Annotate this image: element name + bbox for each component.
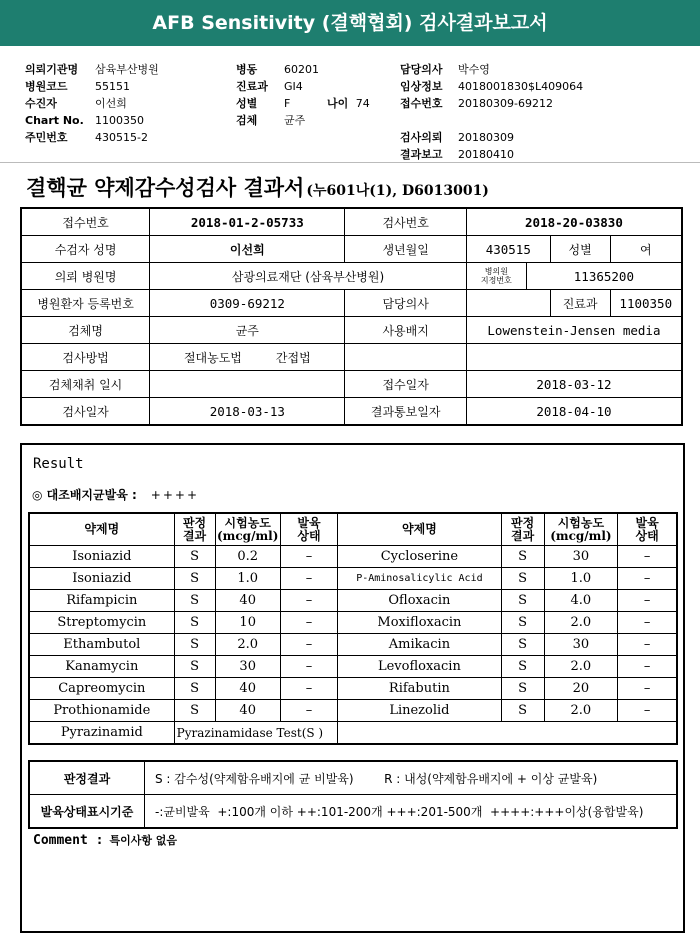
- table-row: [29, 634, 677, 656]
- meta-label: 의뢰기관명: [25, 63, 79, 76]
- drug-name: Moxifloxacin: [338, 612, 502, 634]
- test-concentration: 2.0: [544, 700, 618, 722]
- table-row: [29, 568, 677, 590]
- meta-value: 이선희: [95, 97, 127, 110]
- meta-label: 진료과: [236, 80, 268, 93]
- meta-value: 20180410: [458, 148, 514, 161]
- judge-result: S: [174, 590, 215, 612]
- growth-legend-label: 발육상태표시기준: [29, 795, 145, 829]
- hospital-code-label-line1: 병의원: [484, 267, 508, 276]
- growth-status: –: [618, 612, 677, 634]
- report-title-text: 결핵균 약제감수성검사 결과서: [26, 175, 305, 200]
- drug-name: Ethambutol: [29, 634, 174, 656]
- test-concentration: 0.2: [215, 546, 280, 568]
- judge-result: S: [174, 656, 215, 678]
- judge-result: S: [174, 634, 215, 656]
- drug-name: Rifampicin: [29, 590, 174, 612]
- hospital-label: 의뢰 병원명: [21, 263, 150, 290]
- meta-row: [400, 97, 553, 110]
- test-concentration: 10: [215, 612, 280, 634]
- meta-value: 20180309-69212: [458, 97, 553, 110]
- test-concentration: 40: [215, 678, 280, 700]
- sex-value: 여: [610, 236, 682, 263]
- report-code: (누601나(1), D6013001): [306, 183, 489, 199]
- receive-date-label: 접수일자: [345, 371, 466, 398]
- judge-result: S: [174, 546, 215, 568]
- drug-name: Isoniazid: [29, 546, 174, 568]
- judge-result: S: [501, 700, 544, 722]
- judge-result: S: [501, 656, 544, 678]
- drug-name: Levofloxacin: [338, 656, 502, 678]
- header-judge-right-line2: 결과: [511, 528, 535, 543]
- meta-label: 임상정보: [400, 80, 443, 93]
- meta-label: 검사의뢰: [400, 131, 443, 144]
- empty-cell: [338, 722, 677, 745]
- reception-no-label: 접수번호: [21, 208, 150, 236]
- judge-result: S: [174, 612, 215, 634]
- header-growth: [280, 513, 337, 546]
- meta-row: [25, 63, 159, 76]
- drug-name: Isoniazid: [29, 568, 174, 590]
- method-indirect: 간접법: [275, 350, 311, 365]
- meta-label: 담당의사: [400, 63, 443, 76]
- receive-date: 2018-03-12: [466, 371, 682, 398]
- header-concentration-right: [544, 513, 618, 546]
- meta-row: [25, 80, 130, 93]
- header-growth-right-line2: 상태: [635, 528, 659, 543]
- control-growth-value: ++++: [150, 488, 199, 502]
- reception-no: 2018-01-2-05733: [150, 208, 345, 236]
- meta-value: 박수영: [458, 63, 490, 76]
- meta-value: 균주: [284, 114, 306, 127]
- growth-status: –: [280, 656, 337, 678]
- meta-label: 검체: [236, 114, 258, 127]
- meta-label: 주민번호: [25, 131, 68, 144]
- pyrazinamidase-test: Pyrazinamidase Test(S ): [174, 722, 338, 745]
- test-concentration: 2.0: [544, 656, 618, 678]
- meta-age-value: 74: [355, 97, 370, 110]
- growth-status: –: [280, 568, 337, 590]
- birth-date: 430515: [466, 236, 550, 263]
- meta-row: [236, 97, 290, 110]
- growth-status: –: [618, 700, 677, 722]
- meta-row: [236, 63, 319, 76]
- drug-name: Linezolid: [338, 700, 502, 722]
- meta-value: 삼육부산병원: [95, 63, 159, 76]
- growth-status: –: [280, 700, 337, 722]
- judge-legend-text: S : 감수성(약제함유배지에 균 비발육) R : 내성(약제함유배지에 + 이상 균발육): [145, 761, 678, 795]
- growth-legend-text: -:균비발육 +:100개 이하 ++:101-200개 +++:201-500개 ++++:+++이상(융합발육): [145, 795, 678, 829]
- report-title: [26, 172, 489, 202]
- header-growth-line2: 상태: [297, 528, 321, 543]
- header-judge-right-line1: 판정: [511, 515, 535, 530]
- meta-label: 결과보고: [400, 148, 443, 161]
- header-judge-line1: 판정: [182, 515, 207, 530]
- header-drug-right: 약제명: [338, 513, 502, 546]
- comment-text: 특이사항 없음: [109, 834, 178, 847]
- meta-age: [327, 97, 370, 110]
- meta-row: [236, 114, 305, 127]
- meta-row: [400, 80, 583, 93]
- media-value: Lowenstein-Jensen media: [466, 317, 682, 344]
- comment-label: Comment :: [33, 833, 104, 848]
- test-concentration: 1.0: [544, 568, 618, 590]
- drug-name: Ofloxacin: [338, 590, 502, 612]
- table-row: [29, 612, 677, 634]
- meta-label: 병동: [236, 63, 258, 76]
- header-judge-line2: 결과: [182, 528, 207, 543]
- meta-age-label: 나이: [327, 97, 349, 110]
- meta-value: 60201: [284, 63, 319, 76]
- judge-result: S: [501, 678, 544, 700]
- drug-name: P-Aminosalicylic Acid: [338, 568, 502, 590]
- method-absolute: 절대농도법: [183, 350, 242, 365]
- test-concentration: 1.0: [215, 568, 280, 590]
- table-row: [29, 700, 677, 722]
- drug-name: Prothionamide: [29, 700, 174, 722]
- test-concentration: 30: [544, 546, 618, 568]
- hospital-name: 삼광의료재단 (삼육부산병원): [150, 263, 467, 290]
- hospital-code: 11365200: [526, 263, 682, 290]
- judge-result: S: [501, 568, 544, 590]
- meta-value: F: [284, 97, 291, 110]
- specimen-label: 검체명: [21, 317, 150, 344]
- header-growth-right: [618, 513, 677, 546]
- registration-label: 병원환자 등록번호: [21, 290, 150, 317]
- meta-row: [400, 114, 458, 127]
- collect-date-label: 검체채취 일시: [21, 371, 150, 398]
- drug-name: Streptomycin: [29, 612, 174, 634]
- growth-status: –: [280, 634, 337, 656]
- judge-result: S: [501, 634, 544, 656]
- blank-cell-2: [466, 344, 682, 371]
- test-concentration: 40: [215, 590, 280, 612]
- dept-label: 진료과: [550, 290, 610, 317]
- specimen-value: 균주: [150, 317, 345, 344]
- method-value: [150, 344, 345, 371]
- header-conc-right-line2: (mcg/ml): [550, 528, 612, 543]
- growth-status: –: [618, 590, 677, 612]
- meta-label: 접수번호: [400, 97, 443, 110]
- header-growth-right-line1: 발육: [635, 515, 659, 530]
- header-divider: [0, 162, 700, 163]
- hospital-code-label-line2: 지정번호: [480, 276, 512, 285]
- drug-name: Amikacin: [338, 634, 502, 656]
- judge-result: S: [174, 678, 215, 700]
- table-row: [29, 722, 677, 745]
- judge-result: S: [501, 590, 544, 612]
- drug-name: Pyrazinamid: [29, 722, 174, 745]
- doctor-name: [466, 290, 550, 317]
- judge-result: S: [501, 612, 544, 634]
- header-drug: 약제명: [29, 513, 174, 546]
- judge-result: S: [174, 568, 215, 590]
- header-conc-line2: (mcg/ml): [217, 528, 279, 543]
- collect-date: [150, 371, 345, 398]
- drug-name: Capreomycin: [29, 678, 174, 700]
- result-heading: Result: [33, 456, 84, 472]
- test-concentration: 30: [215, 656, 280, 678]
- meta-value: GI4: [284, 80, 303, 93]
- test-concentration: 2.0: [544, 612, 618, 634]
- meta-row: [400, 148, 514, 161]
- growth-status: –: [618, 634, 677, 656]
- blank-cell: [345, 344, 466, 371]
- media-label: 사용배지: [345, 317, 466, 344]
- test-no-label: 검사번호: [345, 208, 466, 236]
- judge-result: S: [174, 700, 215, 722]
- test-concentration: 30: [544, 634, 618, 656]
- birth-label: 생년월일: [345, 236, 466, 263]
- growth-status: –: [618, 656, 677, 678]
- legend-table: [28, 760, 678, 829]
- meta-label: 성별: [236, 97, 258, 110]
- test-concentration: 2.0: [215, 634, 280, 656]
- meta-row: [400, 131, 514, 144]
- meta-row: [400, 63, 490, 76]
- dept-value: 1100350: [610, 290, 682, 317]
- control-growth-label: ◎ 대조배지균발육 :: [32, 488, 137, 502]
- meta-label: 병원코드: [25, 80, 68, 93]
- meta-value: 20180309: [458, 131, 514, 144]
- drug-name: Kanamycin: [29, 656, 174, 678]
- judge-legend-label: 판정결과: [29, 761, 145, 795]
- growth-status: –: [280, 590, 337, 612]
- growth-status: –: [280, 612, 337, 634]
- patient-info-table: [20, 207, 683, 426]
- growth-status: –: [280, 546, 337, 568]
- report-banner: AFB Sensitivity (결핵협회) 검사결과보고서: [0, 0, 700, 46]
- meta-value: 4018001830$L409064: [458, 80, 584, 93]
- test-concentration: 20: [544, 678, 618, 700]
- meta-row: [25, 131, 148, 144]
- meta-row: [25, 97, 127, 110]
- doctor-label: 담당의사: [345, 290, 466, 317]
- meta-value: 55151: [95, 80, 130, 93]
- judge-result: S: [501, 546, 544, 568]
- meta-label: 수진자: [25, 97, 57, 110]
- notify-date-label: 결과통보일자: [345, 398, 466, 426]
- registration-no: 0309-69212: [150, 290, 345, 317]
- table-row: [29, 678, 677, 700]
- meta-row: [236, 80, 303, 93]
- table-row: [29, 590, 677, 612]
- drug-name: Cycloserine: [338, 546, 502, 568]
- header-conc-line1: 시험농도: [224, 515, 271, 530]
- sex-label: 성별: [550, 236, 610, 263]
- growth-status: –: [280, 678, 337, 700]
- notify-date: 2018-04-10: [466, 398, 682, 426]
- header-judge: [174, 513, 215, 546]
- drug-name: Rifabutin: [338, 678, 502, 700]
- drug-susceptibility-table: [28, 512, 678, 745]
- hospital-code-label: [466, 263, 526, 290]
- growth-status: –: [618, 678, 677, 700]
- patient-name-label: 수검자 성명: [21, 236, 150, 263]
- method-label: 검사방법: [21, 344, 150, 371]
- header-concentration: [215, 513, 280, 546]
- comment: [33, 832, 177, 848]
- test-no: 2018-20-03830: [466, 208, 682, 236]
- header-growth-line1: 발육: [297, 515, 321, 530]
- test-concentration: 4.0: [544, 590, 618, 612]
- table-row: [29, 546, 677, 568]
- control-growth: [32, 486, 199, 503]
- meta-value: 430515-2: [95, 131, 148, 144]
- header-conc-right-line1: 시험농도: [557, 515, 605, 530]
- test-date-label: 검사일자: [21, 398, 150, 426]
- meta-label: Chart No.: [25, 114, 84, 127]
- test-date: 2018-03-13: [150, 398, 345, 426]
- meta-row: [25, 114, 144, 127]
- growth-status: –: [618, 568, 677, 590]
- patient-name: 이선희: [150, 236, 345, 263]
- meta-value: 1100350: [95, 114, 144, 127]
- header-judge-right: [501, 513, 544, 546]
- growth-status: –: [618, 546, 677, 568]
- table-row: [29, 656, 677, 678]
- test-concentration: 40: [215, 700, 280, 722]
